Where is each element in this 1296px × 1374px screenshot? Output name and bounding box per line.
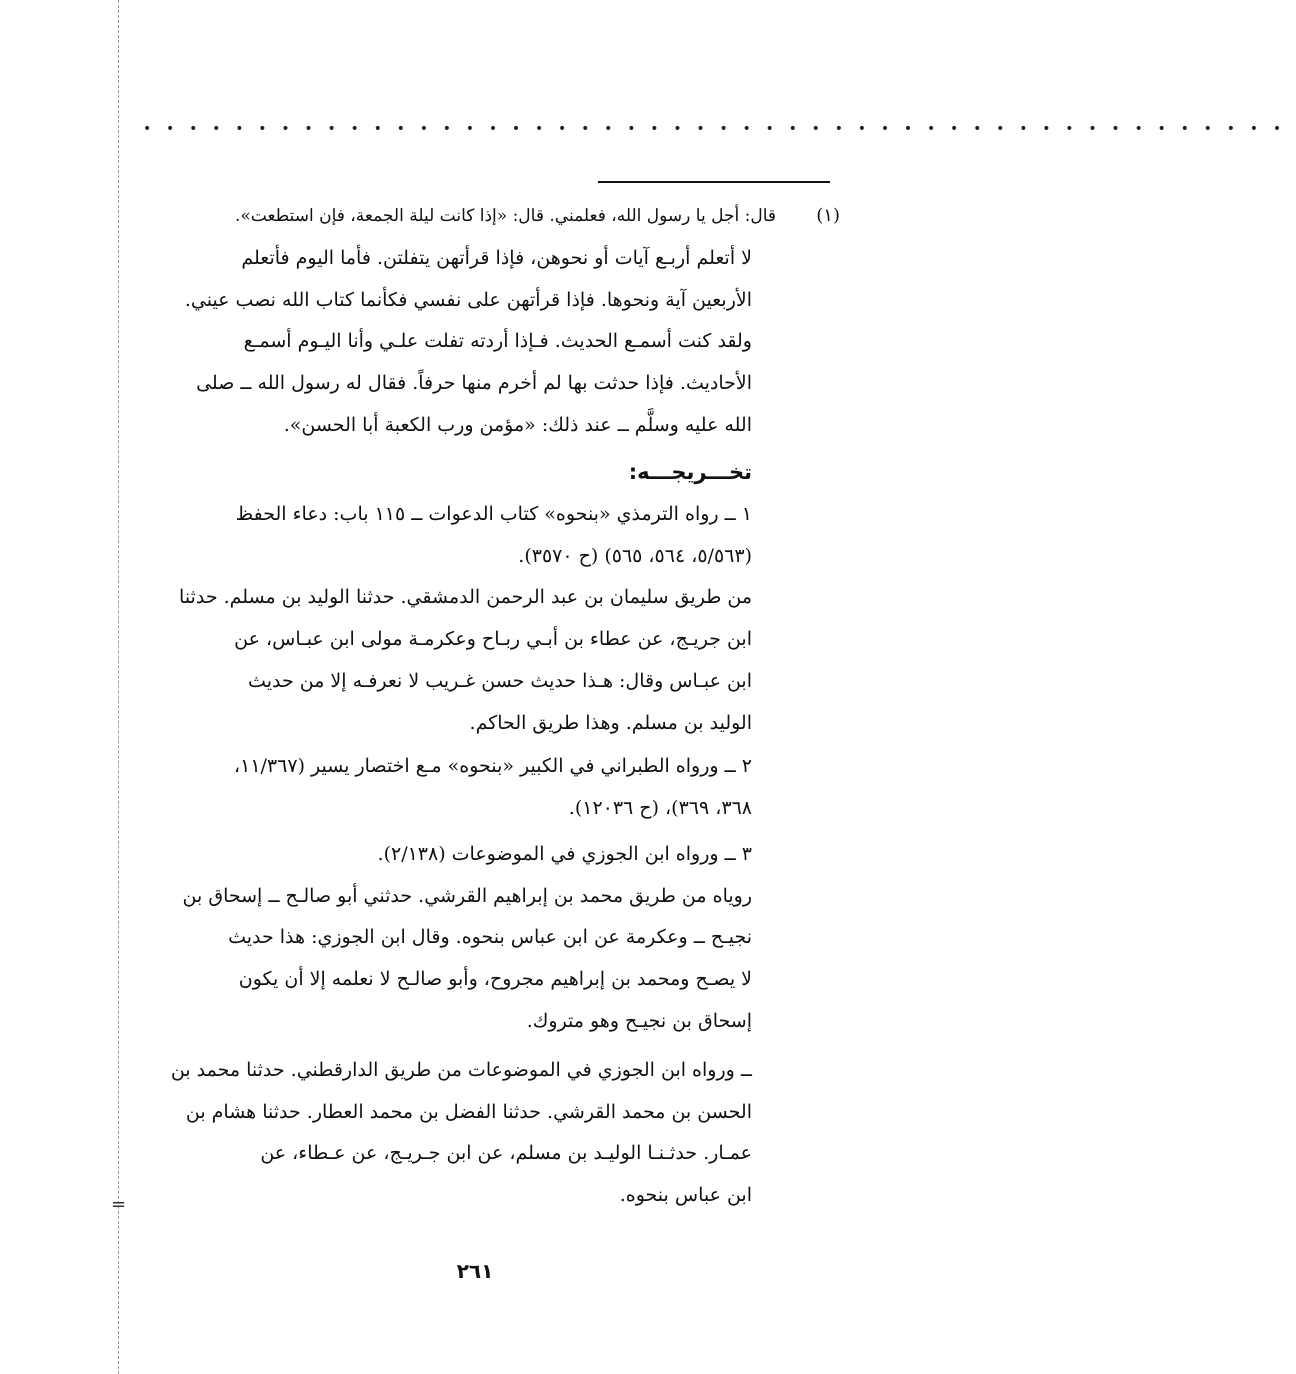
text-line: لا أتعلم أربـع آيات أو نحوهن، فإذا قرأتهن يتفلتن. فأما اليوم فأتعلم <box>241 247 752 269</box>
text-line: ١ ــ رواه الترمذي «بنحوه» كتاب الدعوات ــ ١١٥ باب: دعاء الحفظ <box>235 503 752 525</box>
text-line: ــ ورواه ابن الجوزي في الموضوعات من طريق الدارقطني. حدثنا محمد بن <box>170 1059 752 1081</box>
takhrij-section-3 <box>132 834 752 1043</box>
text-line: ولقد كنت أسمـع الحديث. فـإذا أردته تفلت علـي وأنا اليـوم أسمـع <box>243 330 752 353</box>
text-line: الأربعين آية ونحوها. فإذا قرأتهن على نفسي فكأنما كتاب الله نصب عيني. <box>184 288 752 311</box>
text-line: لا يصـح ومحمد بن إبراهيم مجروح، وأبو صالـح لا نعلمه إلا أن يكون <box>238 968 752 991</box>
text-line: ابن عبـاس وقال: هـذا حديث حسن غـريب لا نعرفـه إلا من حديث <box>248 669 752 692</box>
page-number: ٢٦١ <box>456 1259 494 1283</box>
takhrij-section-2 <box>132 746 752 829</box>
margin-mark: = <box>111 1194 127 1215</box>
footnote-rule <box>598 181 830 183</box>
takhrij-heading: تخـــريجـــه: <box>628 460 752 484</box>
text-line: الحسن بن محمد القرشي. حدثنا الفضل بن محمد العطار. حدثنا هشام بن <box>185 1100 752 1123</box>
text-line: ٢ ــ ورواه الطبراني في الكبير «بنحوه» مـع اختصار يسير (١١/٣٦٧، <box>233 755 752 777</box>
text-line: ابن جريـج، عن عطاء بن أبـي ربـاح وعكرمـة مولى ابن عبـاس، عن <box>234 628 752 651</box>
text-line: نجيـح ــ وعكرمة عن ابن عباس بنحوه. وقال ابن الجوزي: هذا حديث <box>228 926 752 949</box>
takhrij-section-4 <box>132 1050 752 1217</box>
text-line: من طريق سليمان بن عبد الرحمن الدمشقي. حدثنا الوليد بن مسلم. حدثنا <box>179 586 752 609</box>
footnote-marker: (١) <box>816 205 840 226</box>
text-line: روياه من طريق محمد بن إبراهيم القرشي. حدثني أبو صالـح ــ إسحاق بن <box>182 884 752 907</box>
text-line: ابن عباس بنحوه. <box>619 1184 752 1207</box>
text-line: الله عليه وسلَّم ــ عند ذلك: «مؤمن ورب الكعبة أبا الحسن». <box>283 413 752 436</box>
binding-margin-line <box>118 0 119 1374</box>
separator-dots: •••••••••••••••••••••••••••••••••••••••••••••••••• <box>143 121 1296 137</box>
footnote-text: قال: أجل يا رسول الله، فعلمني. قال: «إذا كانت ليلة الجمعة، فإن استطعت». <box>234 206 776 226</box>
text-line: (٥/٥٦٣، ٥٦٤، ٥٦٥) (ح ٣٥٧٠). <box>518 544 752 567</box>
text-line: الأحاديث. فإذا حدثت بها لم أخرم منها حرفاً. فقال له رسول الله ــ صلى <box>196 372 752 395</box>
text-line: عمـار. حدثـنـا الوليـد بن مسلم، عن ابن جـريـج، عن عـطاء، عن <box>260 1142 752 1165</box>
text-line: ٣٦٨، ٣٦٩)، (ح ١٢٠٣٦). <box>568 796 752 819</box>
hadith-text <box>132 238 752 447</box>
takhrij-section-1 <box>132 494 752 744</box>
text-line: ٣ ــ ورواه ابن الجوزي في الموضوعات (٢/١٣٨). <box>377 843 752 865</box>
text-line: الوليد بن مسلم. وهذا طريق الحاكم. <box>469 711 752 734</box>
text-line: إسحاق بن نجيـح وهو متروك. <box>526 1009 752 1032</box>
